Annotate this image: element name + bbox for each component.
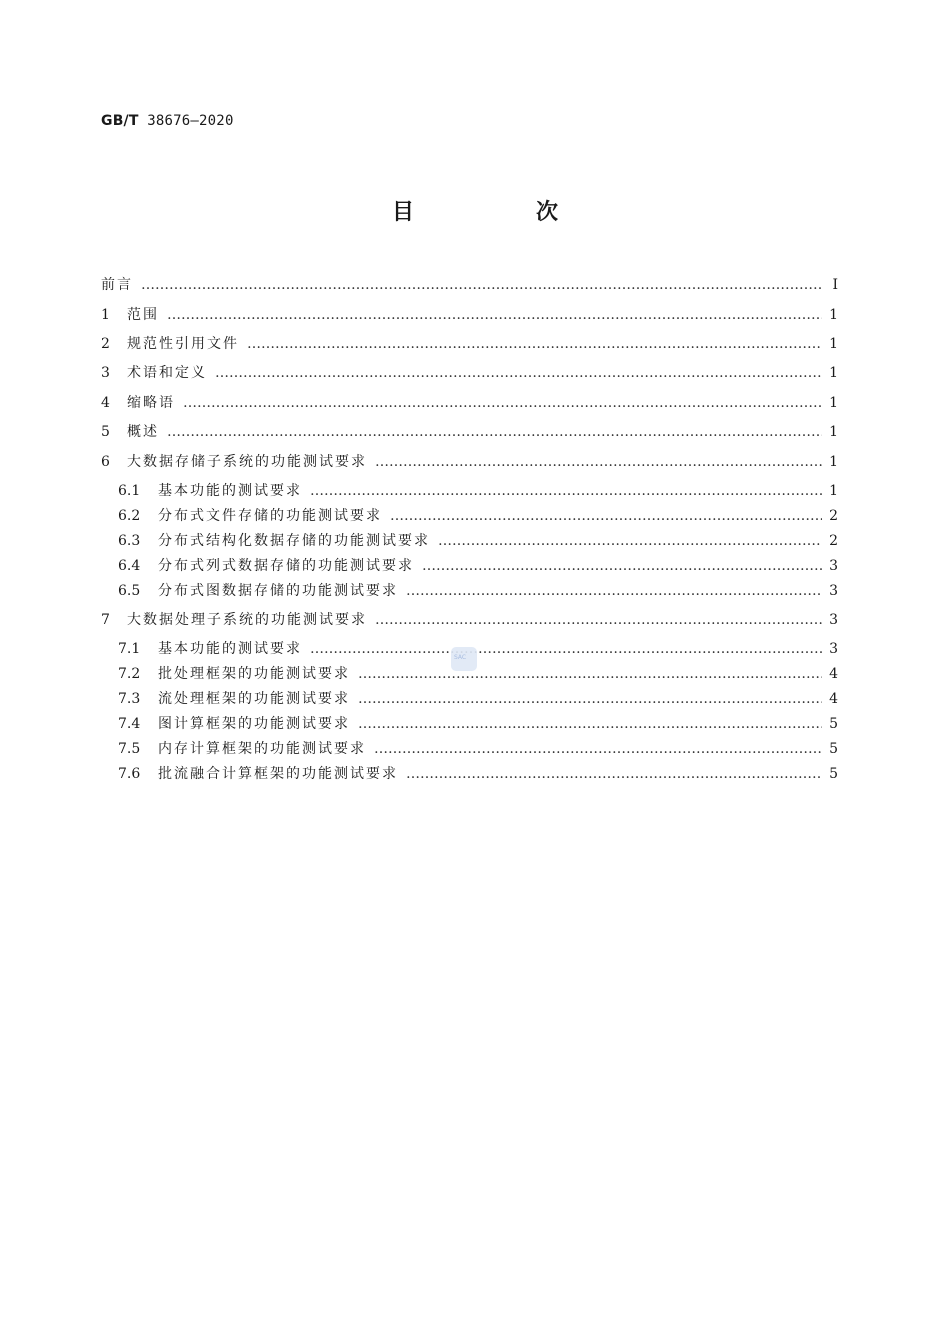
- toc-entry-number: 4: [101, 395, 110, 411]
- leader-dots: [167, 424, 822, 440]
- toc-entry-6-2[interactable]: [118, 505, 838, 525]
- leader-dots: [375, 454, 822, 470]
- toc-entry-7-1[interactable]: [118, 638, 838, 658]
- toc-entry-number: 3: [101, 365, 110, 381]
- toc-entry-page: 2: [829, 533, 838, 549]
- toc-entry-number: 6.5: [118, 583, 141, 599]
- toc-entry-title: 基本功能的测试要求: [158, 483, 302, 499]
- toc-entry-number: 7.4: [118, 716, 141, 732]
- leader-dots: [374, 741, 822, 757]
- toc-entry-7-6[interactable]: [118, 763, 838, 783]
- toc-entry-number: 6.3: [118, 533, 141, 549]
- toc-entry-page: 1: [829, 365, 838, 381]
- toc-entry-title: 批流融合计算框架的功能测试要求: [158, 766, 398, 782]
- leader-dots: [375, 612, 822, 628]
- toc-entry-title: 分布式列式数据存储的功能测试要求: [158, 558, 414, 574]
- toc-entry-page: 1: [829, 395, 838, 411]
- toc-entry-5[interactable]: [101, 421, 838, 441]
- toc-entry-4[interactable]: [101, 392, 838, 412]
- page-title: 目 次: [391, 200, 608, 225]
- toc-entry-7-4[interactable]: [118, 713, 838, 733]
- leader-dots: [438, 533, 822, 549]
- toc-entry-number: 7.1: [118, 641, 141, 657]
- toc-entry-title: 流处理框架的功能测试要求: [158, 691, 350, 707]
- standard-number: 38676—2020: [147, 113, 234, 129]
- toc-entry-2[interactable]: [101, 333, 838, 353]
- toc-entry-number: 6.1: [118, 483, 141, 499]
- toc-entry-title: 大数据存储子系统的功能测试要求: [127, 454, 367, 470]
- toc-entry-7[interactable]: [101, 609, 838, 629]
- leader-dots: [406, 583, 822, 599]
- toc-entry-page: 4: [829, 666, 838, 682]
- toc-entry-number: 6: [101, 454, 110, 470]
- toc-entry-title: 分布式结构化数据存储的功能测试要求: [158, 533, 430, 549]
- leader-dots: [247, 336, 822, 352]
- toc-entry-7-5[interactable]: [118, 738, 838, 758]
- toc-entry-page: 3: [829, 612, 838, 628]
- leader-dots: [390, 508, 822, 524]
- leader-dots: [358, 666, 822, 682]
- leader-dots: [406, 766, 822, 782]
- toc-entry-title: 概述: [127, 424, 159, 440]
- toc-entry-foreword[interactable]: [101, 274, 838, 294]
- leader-dots: [215, 365, 822, 381]
- leader-dots: [358, 691, 822, 707]
- toc-entry-number: 7.5: [118, 741, 141, 757]
- toc-entry-page: 5: [829, 741, 838, 757]
- toc-entry-title: 规范性引用文件: [127, 336, 239, 352]
- toc-entry-number: 7.6: [118, 766, 141, 782]
- toc-entry-1[interactable]: [101, 304, 838, 324]
- toc-entry-6-5[interactable]: [118, 580, 838, 600]
- toc-entry-number: 7: [101, 612, 110, 628]
- watermark-text: SAC: [454, 654, 467, 661]
- toc-entry-title: 内存计算框架的功能测试要求: [158, 741, 366, 757]
- leader-dots: [358, 716, 822, 732]
- toc-entry-title: 范围: [127, 307, 159, 323]
- toc-entry-number: 7.3: [118, 691, 141, 707]
- toc-entry-title: 术语和定义: [127, 365, 207, 381]
- toc-entry-3[interactable]: [101, 362, 838, 382]
- toc-entry-page: 3: [829, 641, 838, 657]
- toc-entry-title: 分布式文件存储的功能测试要求: [158, 508, 382, 524]
- toc-entry-page: 1: [829, 424, 838, 440]
- leader-dots: [310, 641, 822, 657]
- toc-entry-title: 大数据处理子系统的功能测试要求: [127, 612, 367, 628]
- toc-entry-page: 1: [829, 307, 838, 323]
- toc-entry-6-4[interactable]: [118, 555, 838, 575]
- toc-entry-page: 1: [829, 483, 838, 499]
- leader-dots: [183, 395, 822, 411]
- toc-entry-number: 7.2: [118, 666, 141, 682]
- toc-entry-title: 批处理框架的功能测试要求: [158, 666, 350, 682]
- toc-entry-number: 6.4: [118, 558, 141, 574]
- leader-dots: [141, 277, 822, 293]
- toc-entry-title: 分布式图数据存储的功能测试要求: [158, 583, 398, 599]
- toc-entry-6[interactable]: [101, 451, 838, 471]
- toc-entry-number: 5: [101, 424, 110, 440]
- toc-entry-title: 前言: [101, 277, 133, 293]
- toc-entry-title: 基本功能的测试要求: [158, 641, 302, 657]
- leader-dots: [310, 483, 822, 499]
- toc-entry-title: 缩略语: [127, 395, 175, 411]
- watermark-logo: [451, 647, 477, 671]
- toc-entry-page: 5: [829, 766, 838, 782]
- toc-entry-7-3[interactable]: [118, 688, 838, 708]
- standard-code: [101, 113, 234, 129]
- toc-entry-number: 2: [101, 336, 110, 352]
- toc-entry-page: 1: [829, 454, 838, 470]
- toc-entry-page: 3: [829, 558, 838, 574]
- toc-entry-number: 1: [101, 307, 110, 323]
- toc-entry-page: 5: [829, 716, 838, 732]
- toc-entry-6-3[interactable]: [118, 530, 838, 550]
- toc-entry-title: 图计算框架的功能测试要求: [158, 716, 350, 732]
- toc-entry-page: I: [832, 277, 838, 293]
- leader-dots: [167, 307, 822, 323]
- toc-entry-number: 6.2: [118, 508, 141, 524]
- toc-entry-page: 2: [829, 508, 838, 524]
- toc-entry-page: 3: [829, 583, 838, 599]
- leader-dots: [422, 558, 822, 574]
- toc-entry-page: 1: [829, 336, 838, 352]
- standard-prefix: GB/T: [101, 113, 139, 129]
- toc-entry-6-1[interactable]: [118, 480, 838, 500]
- toc-entry-page: 4: [829, 691, 838, 707]
- toc-entry-7-2[interactable]: [118, 663, 838, 683]
